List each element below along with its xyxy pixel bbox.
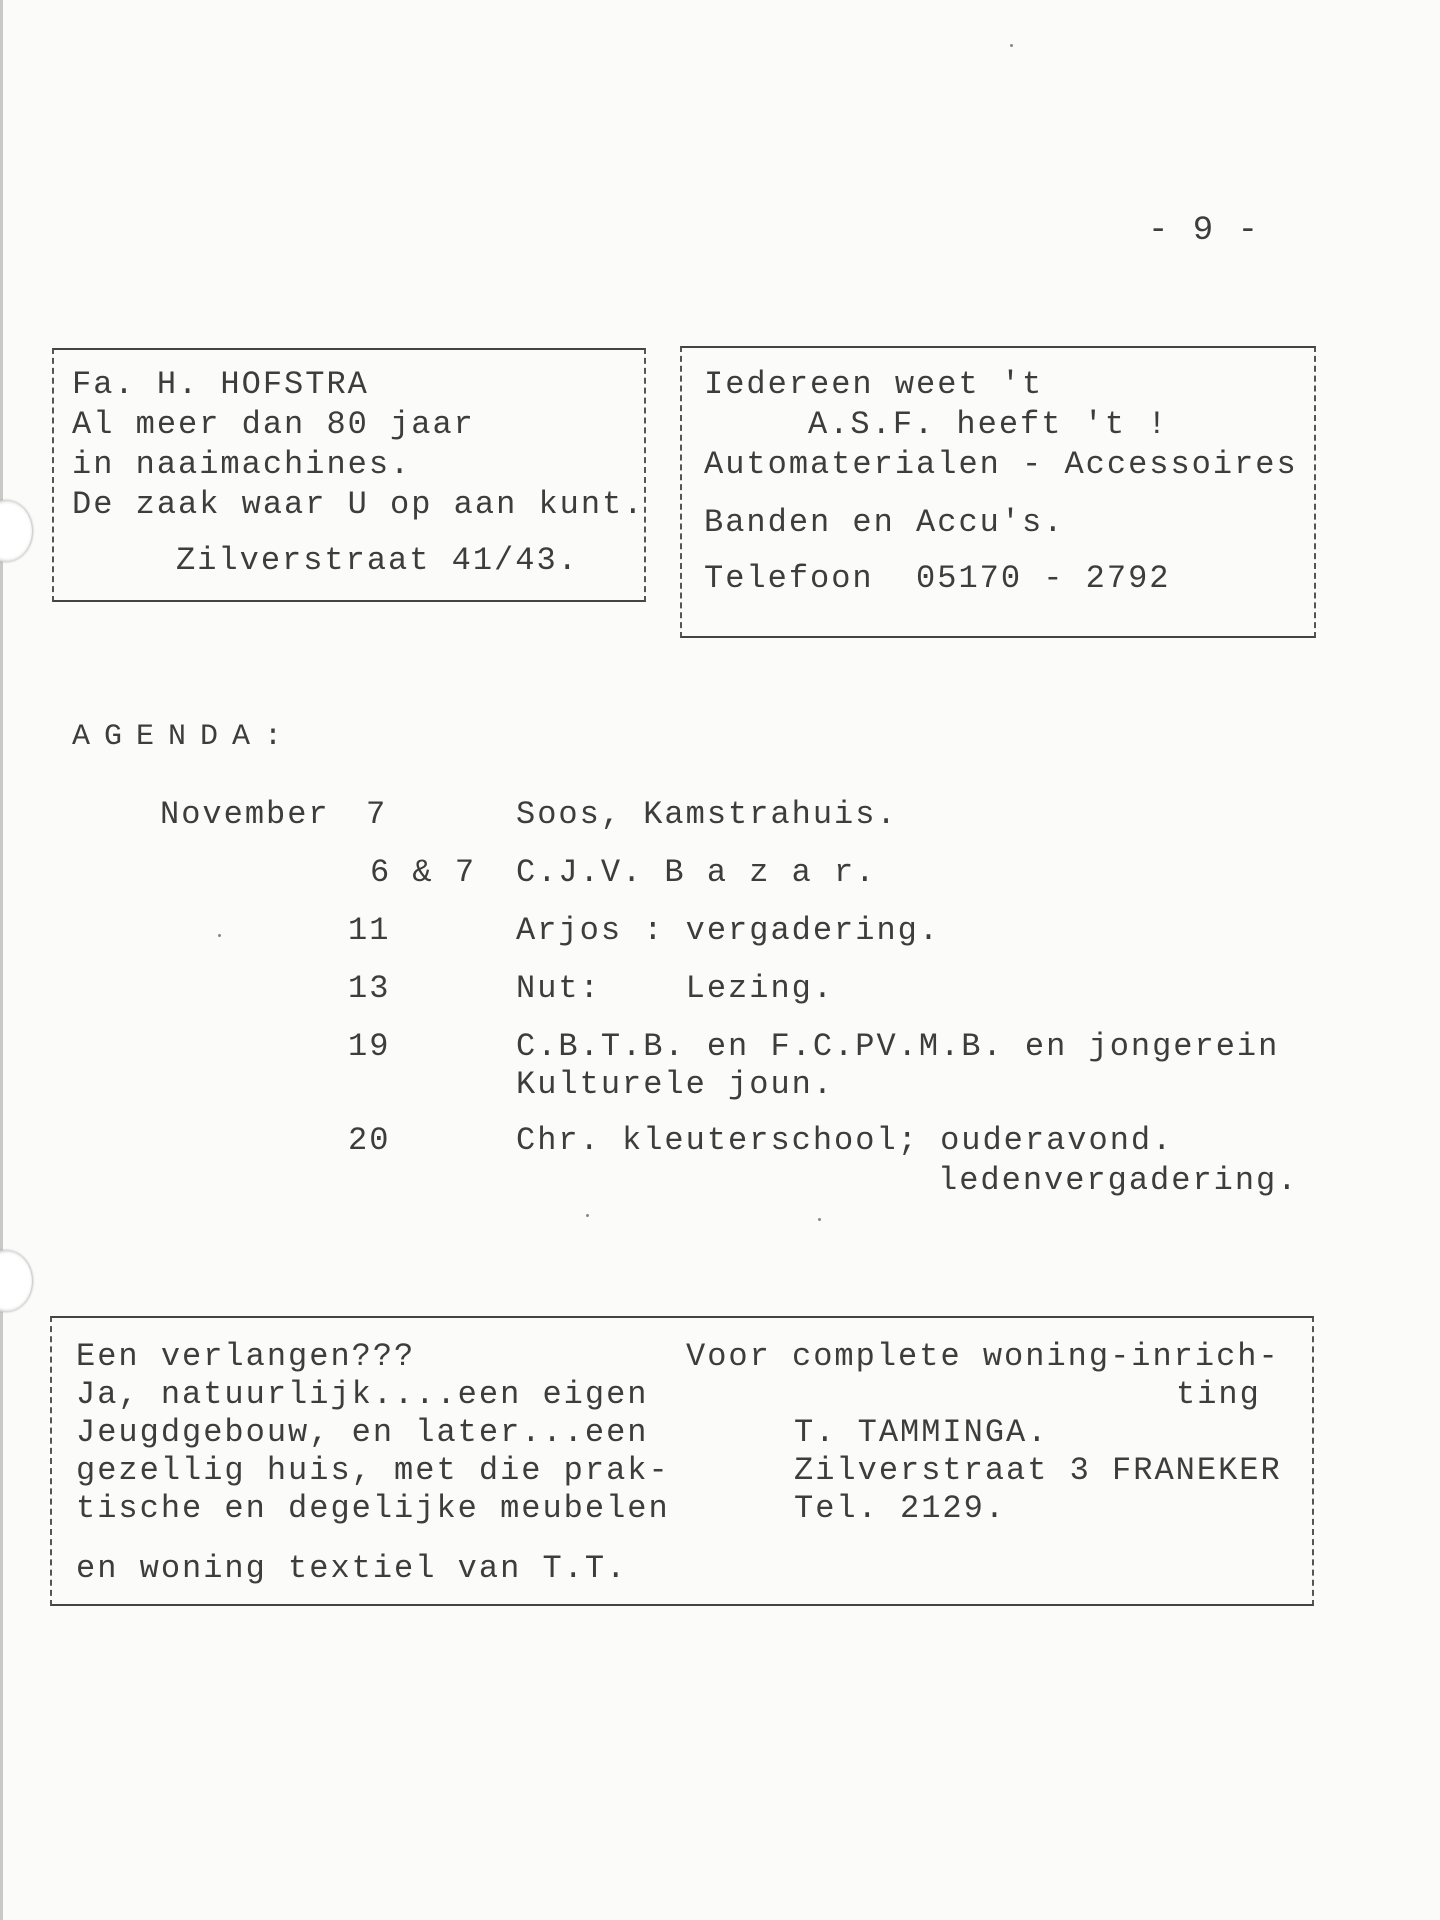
punch-hole-top [0, 500, 32, 562]
ad-tamminga-right-1: Voor complete woning-inrich- [686, 1338, 1280, 1375]
ad-asf-line-1: Iedereen weet 't [704, 366, 1044, 403]
ad-tamminga-right-3: T. TAMMINGA. [794, 1414, 1049, 1451]
agenda-title: AGENDA: [72, 720, 297, 754]
ad-asf-phone: Telefoon 05170 - 2792 [704, 560, 1171, 597]
ad-tamminga-right-2: ting [1176, 1376, 1261, 1413]
punch-hole-bottom [0, 1250, 32, 1312]
paper-speck [1010, 44, 1013, 47]
ad-tamminga-right-4: Zilverstraat 3 FRANEKER [794, 1452, 1282, 1489]
agenda-item-6-text: Chr. kleuterschool; ouderavond. [516, 1122, 1174, 1159]
paper-speck [586, 1214, 589, 1217]
ad-tamminga-left-5: tische en degelijke meubelen [76, 1490, 670, 1527]
agenda-item-3-day: 11 [348, 912, 391, 949]
agenda-item-5-text-cont: Kulturele joun. [516, 1066, 835, 1103]
ad-hofstra-line-3: in naaimachines. [72, 446, 412, 483]
agenda-item-4-day: 13 [348, 970, 391, 1007]
ad-hofstra-address: Zilverstraat 41/43. [176, 542, 579, 579]
paper-speck [218, 934, 221, 937]
agenda-item-5-day: 19 [348, 1028, 391, 1065]
agenda-item-2-day: 6 & 7 [370, 854, 477, 891]
ad-tamminga-left-2: Ja, natuurlijk....een eigen [76, 1376, 649, 1413]
agenda-item-1-day: 7 [366, 796, 388, 833]
agenda-item-4-text: Nut: Lezing. [516, 970, 835, 1007]
ad-tamminga-left-1: Een verlangen??? [76, 1338, 416, 1375]
agenda-item-6-text-cont: ledenvergadering. [938, 1162, 1299, 1199]
page-number: - 9 - [1148, 212, 1261, 250]
agenda-item-3-text: Arjos : vergadering. [516, 912, 941, 949]
page-edge [0, 0, 3, 1920]
ad-asf-line-4: Banden en Accu's. [704, 504, 1065, 541]
ad-hofstra-line-2: Al meer dan 80 jaar [72, 406, 475, 443]
agenda-item-6-day: 20 [348, 1122, 391, 1159]
paper-speck [818, 1218, 821, 1221]
ad-hofstra-line-1: Fa. H. HOFSTRA [72, 366, 369, 403]
ad-tamminga-left-3: Jeugdgebouw, en later...een [76, 1414, 649, 1451]
agenda-item-1-text: Soos, Kamstrahuis. [516, 796, 898, 833]
agenda-month: November [160, 796, 330, 833]
ad-asf-line-3: Automaterialen - Accessoires [704, 446, 1298, 483]
ad-tamminga-right-5: Tel. 2129. [794, 1490, 1007, 1527]
ad-hofstra-line-4: De zaak waar U op aan kunt. [72, 486, 645, 523]
ad-asf-line-2: A.S.F. heeft 't ! [808, 406, 1169, 443]
ad-tamminga-left-6: en woning textiel van T.T. [76, 1550, 628, 1587]
ad-tamminga-left-4: gezellig huis, met die prak- [76, 1452, 670, 1489]
agenda-item-2-text: C.J.V. B a z a r. [516, 854, 877, 891]
agenda-item-5-text: C.B.T.B. en F.C.PV.M.B. en jongerein [516, 1028, 1280, 1065]
